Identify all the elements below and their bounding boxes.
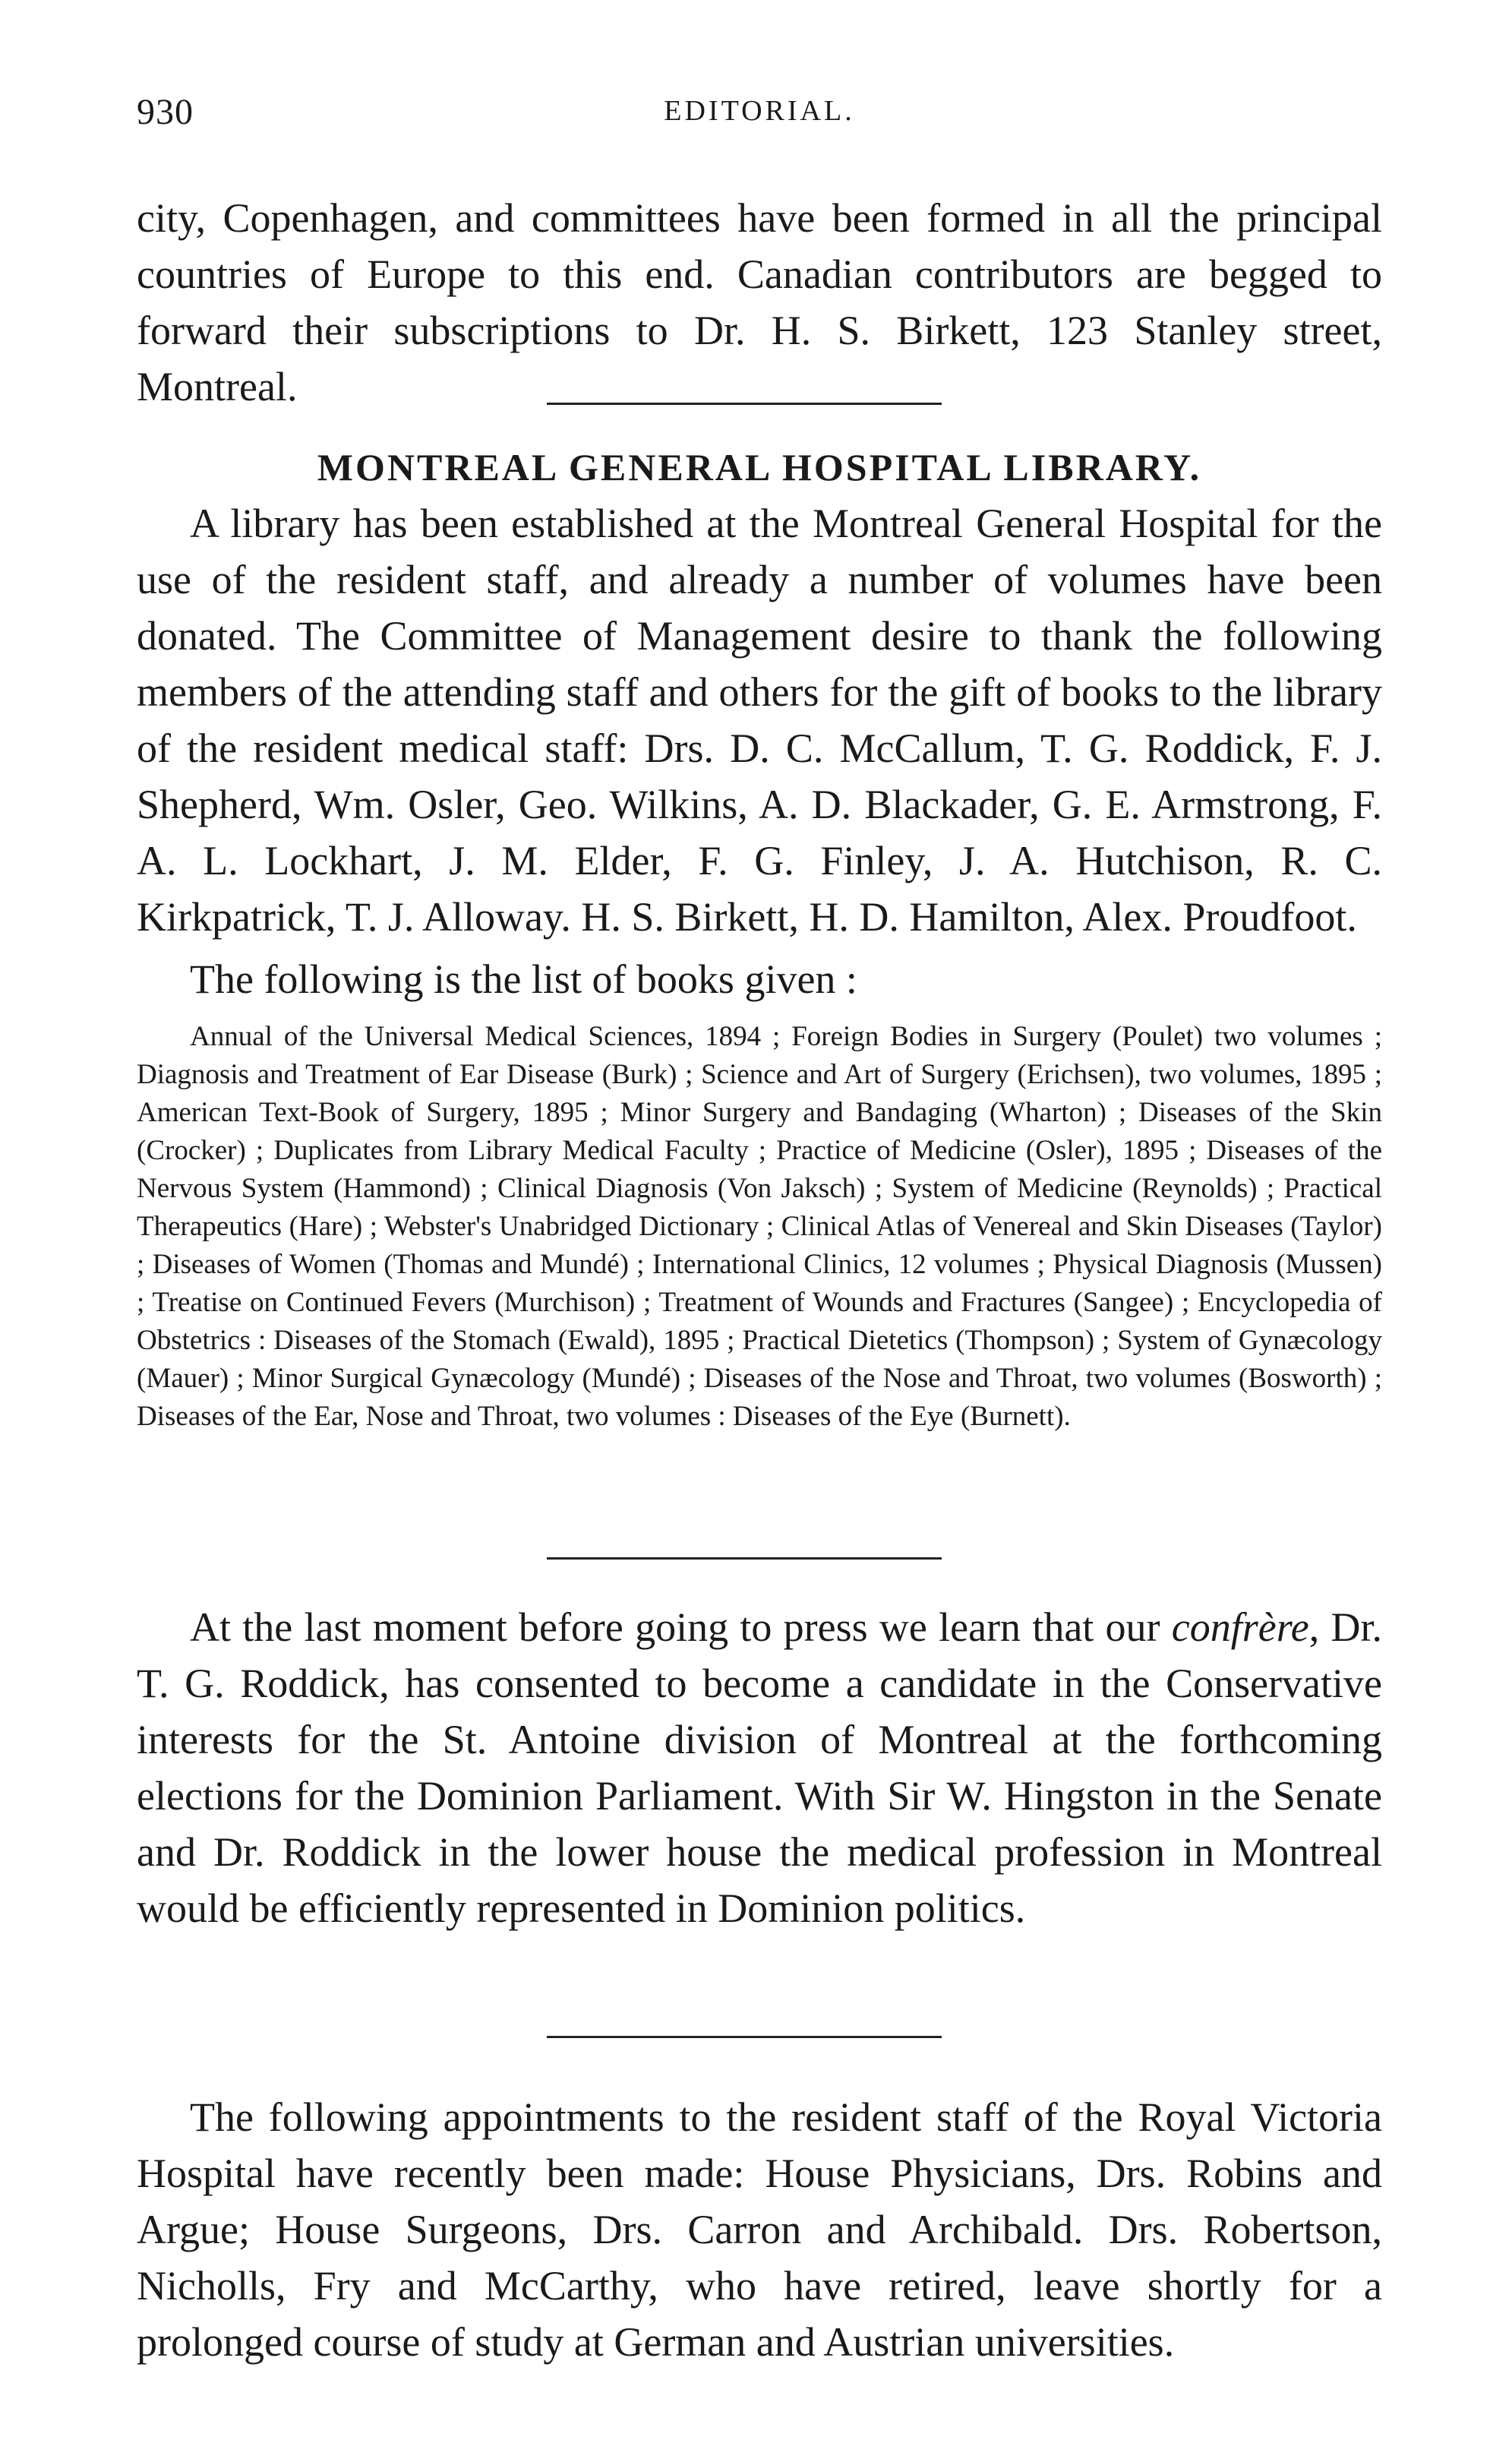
roddick-note-block [137, 1599, 1382, 1936]
page-number: 930 [137, 92, 194, 132]
section-divider [547, 2036, 942, 2038]
library-section [137, 439, 1382, 1436]
section-divider [547, 403, 942, 405]
running-head [137, 91, 1382, 144]
roddick-note [137, 1599, 1382, 1936]
continued-paragraph: city, Copenhagen, and committees have been formed in all the principal countries of Europe to this end. Canadian contributors are begged to forward their subscriptions to Dr. H. S. Birkett, 123 Stanley street, Montreal. [137, 195, 1382, 409]
roddick-note-text: At the last moment before going to press we learn that our [190, 1604, 1172, 1650]
library-paragraph: A library has been established at the Montreal General Hospital for the use of the resident staff, and already a number of volumes have been donated. The Committee of Management desire to thank the following members of the attending staff and others for the gift of books to the library of the resident medical staff: Drs. D. C. McCallum, T. G. Roddick, F. J. Shepherd, Wm. Osler, Geo. Wilkins, A. D. Blackader, G. E. Armstrong, F. A. L. Lockhart, J. M. Elder, F. G. Finley, J. A. Hutchison, R. C. Kirkpatrick, T. J. Alloway. H. S. Birkett, H. D. Hamilton, Alex. Proudfoot. [137, 501, 1382, 940]
book-list-intro: The following is the list of books given : [190, 956, 857, 1002]
appointments-note: The following appointments to the resident staff of the Royal Victoria Hospital have recently been made: House Physicians, Drs. Robins and Argue; House Surgeons, Drs. Carron and Archibald. Drs. Robertson, Nicholls, Fry and McCarthy, who have retired, leave shortly for a prolonged course of study at German and Austrian universities. [137, 2094, 1382, 2365]
library-heading: MONTREAL GENERAL HOSPITAL LIBRARY. [317, 446, 1202, 488]
book-list: Annual of the Universal Medical Sciences, 1894 ; Foreign Bodies in Surgery (Poulet) two volumes ; Diagnosis and Treatment of Ear Disease (Burk) ; Science and Art of Surgery (Erichsen), two volumes, 1895 ; American Text-Book of Surgery, 1895 ; Minor Surgery and Bandaging (Wharton) ; Diseases of the Skin (Crocker) ; Duplicates from Library Medical Faculty ; Practice of Medicine (Osler), 1895 ; Diseases of the Nervous System (Hammond) ; Clinical Diagnosis (Von Jaksch) ; System of Medicine (Reynolds) ; Practical Therapeutics (Hare) ; Webster's Unabridged Dictionary ; Clinical Atlas of Venereal and Skin Diseases (Taylor) ; Diseases of Women (Thomas and Mundé) ; International Clinics, 12 volumes ; Physical Diagnosis (Mussen) ; Treatise on Continued Fevers (Murchison) ; Treatment of Wounds and Fractures (Sangee) ; Encyclopedia of Obstetrics : Diseases of the Stomach (Ewald), 1895 ; Practical Dietetics (Thompson) ; System of Gynæcology (Mauer) ; Minor Surgical Gynæcology (Mundé) ; Diseases of the Nose and Throat, two volumes (Bosworth) ; Diseases of the Ear, Nose and Throat, two volumes : Diseases of the Eye (Burnett). [137, 1021, 1382, 1432]
appointments-note-block [137, 2089, 1382, 2370]
continued-paragraph-block [137, 190, 1382, 415]
roddick-note-text-cont: , Dr. T. G. Roddick, has consented to become a candidate in the Conservative interests for the St. Antoine division of Montreal at the forthcoming elections for the Dominion Parliament. With Sir W. Hingston in the Senate and Dr. Roddick in the lower house the medical profession in Montreal would be efficiently represented in Dominion politics. [137, 1604, 1382, 1931]
running-title: EDITORIAL. [664, 95, 855, 127]
roddick-note-italic: confrère [1171, 1604, 1309, 1650]
section-divider [547, 1557, 942, 1560]
